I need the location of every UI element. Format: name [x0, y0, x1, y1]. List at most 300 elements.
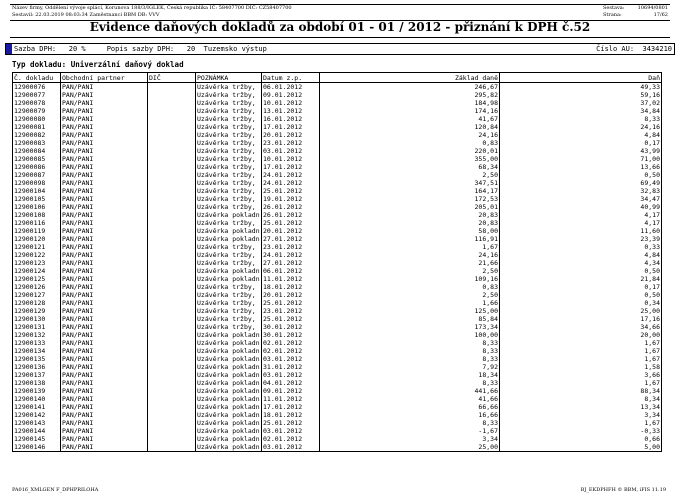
table-cell: Uzávěrka tržby, — [196, 163, 262, 171]
table-cell: 0,34 — [500, 299, 662, 307]
table-cell: Uzávěrka pokladn — [197, 211, 260, 219]
table-row — [13, 171, 662, 179]
column-header: Datum z.p. — [262, 73, 320, 83]
table-cell: 12900139 — [13, 387, 61, 395]
table-cell — [148, 219, 196, 227]
table-cell: PAN/PANI — [61, 339, 148, 347]
table-row — [13, 395, 662, 403]
vat-rate-info: Sazba DPH: 20 % Popis sazby DPH: 20 Tuzemsko výstup — [14, 45, 267, 53]
column-header: Základ daně — [320, 73, 500, 83]
section-title: Typ dokladu: Univerzální daňový doklad — [12, 60, 184, 69]
table-row — [13, 155, 662, 163]
table-cell: 12900131 — [13, 323, 61, 331]
table-cell: 120,84 — [320, 123, 500, 131]
table-row — [13, 435, 662, 443]
table-cell: PAN/PANI — [61, 355, 148, 363]
table-cell — [148, 371, 196, 379]
table-cell: 12900086 — [13, 163, 61, 171]
table-row — [13, 259, 662, 267]
page-label: Strana: — [603, 11, 622, 18]
table-cell: 69,49 — [500, 179, 662, 187]
table-cell: PAN/PANI — [61, 259, 148, 267]
table-cell: 26.01.2012 — [262, 211, 320, 219]
table-cell: 355,00 — [320, 155, 500, 163]
table-cell: 172,53 — [320, 195, 500, 203]
table-cell: Uzávěrka tržby, — [196, 323, 262, 331]
table-cell: 12900105 — [13, 195, 61, 203]
table-cell: 1,66 — [320, 299, 500, 307]
table-cell: 12900134 — [13, 347, 61, 355]
table-cell: PAN/PANI — [61, 427, 148, 435]
table-cell — [148, 347, 196, 355]
table-cell: PAN/PANI — [61, 139, 148, 147]
table-cell — [148, 299, 196, 307]
table-cell: PAN/PANI — [61, 131, 148, 139]
table-cell: 1,67 — [320, 243, 500, 251]
table-cell: 174,16 — [320, 107, 500, 115]
table-cell: 03.01.2012 — [262, 371, 320, 379]
table-row — [13, 371, 662, 379]
table-row — [13, 195, 662, 203]
table-cell — [148, 131, 196, 139]
table-cell: 8,33 — [320, 347, 500, 355]
table-cell: PAN/PANI — [61, 347, 148, 355]
table-row — [13, 243, 662, 251]
table-cell: 12900137 — [13, 371, 61, 379]
table-cell: 11.01.2012 — [262, 275, 320, 283]
table-cell: 30.01.2012 — [262, 323, 320, 331]
table-cell: 12900098 — [13, 179, 61, 187]
table-cell: PAN/PANI — [61, 195, 148, 203]
table-cell: 1,67 — [500, 355, 662, 363]
table-cell — [148, 107, 196, 115]
table-row — [13, 363, 662, 371]
table-cell: PAN/PANI — [61, 331, 148, 339]
column-header: Č. dokladu — [13, 73, 61, 83]
table-cell: 20,00 — [500, 331, 662, 339]
table-cell: 58,00 — [320, 227, 500, 235]
table-cell: 12900124 — [13, 267, 61, 275]
table-cell: 164,17 — [320, 187, 500, 195]
table-cell: 12900085 — [13, 155, 61, 163]
table-cell — [148, 315, 196, 323]
table-row — [13, 99, 662, 107]
table-cell: 8,33 — [320, 419, 500, 427]
table-cell: 09.01.2012 — [262, 387, 320, 395]
table-cell: PAN/PANI — [61, 219, 148, 227]
table-cell: PAN/PANI — [61, 267, 148, 275]
table-cell: Uzávěrka pokladn — [197, 347, 260, 355]
table-cell: -1,67 — [320, 427, 500, 435]
table-cell: Uzávěrka tržby, — [196, 171, 262, 179]
table-cell: PAN/PANI — [61, 323, 148, 331]
table-cell: PAN/PANI — [61, 291, 148, 299]
table-cell — [148, 355, 196, 363]
table-cell: Uzávěrka tržby, — [196, 155, 262, 163]
table-cell: 8,33 — [500, 115, 662, 123]
table-row — [13, 387, 662, 395]
table-cell: 13,34 — [500, 403, 662, 411]
table-cell: 27.01.2012 — [262, 235, 320, 243]
info-bar-marker — [6, 44, 12, 54]
table-cell: PAN/PANI — [61, 235, 148, 243]
table-cell: 24.01.2012 — [262, 251, 320, 259]
table-cell: Uzávěrka tržby, — [196, 187, 262, 195]
table-cell: 25,00 — [320, 443, 500, 452]
table-cell — [148, 155, 196, 163]
table-cell: 24,16 — [320, 131, 500, 139]
table-cell: Uzávěrka pokladn — [197, 379, 260, 387]
table-cell: 1,67 — [500, 419, 662, 427]
table-cell: Uzávěrka pokladn — [197, 235, 260, 243]
table-cell: Uzávěrka tržby, — [196, 147, 262, 155]
table-cell: Uzávěrka tržby, — [196, 131, 262, 139]
table-cell: 49,33 — [500, 83, 662, 92]
table-cell — [148, 235, 196, 243]
table-cell — [148, 307, 196, 315]
table-row — [13, 403, 662, 411]
table-cell: Uzávěrka pokladn — [197, 275, 260, 283]
tax-documents-table — [12, 72, 662, 452]
table-cell: 3,66 — [500, 371, 662, 379]
table-cell: 06.01.2012 — [262, 267, 320, 275]
table-cell: 02.01.2012 — [262, 347, 320, 355]
table-cell: 12900126 — [13, 283, 61, 291]
table-cell — [148, 339, 196, 347]
table-cell: 24,16 — [320, 251, 500, 259]
table-cell: 43,99 — [500, 147, 662, 155]
table-cell — [148, 99, 196, 107]
table-row — [13, 219, 662, 227]
table-cell — [148, 115, 196, 123]
table-row — [13, 411, 662, 419]
table-cell — [148, 387, 196, 395]
table-row — [13, 379, 662, 387]
table-cell — [148, 259, 196, 267]
table-row — [13, 187, 662, 195]
table-cell: Uzávěrka pokladn — [197, 403, 260, 411]
table-cell: 295,82 — [320, 91, 500, 99]
table-row — [13, 251, 662, 259]
table-cell: 4,17 — [500, 211, 662, 219]
table-cell: 0,17 — [500, 139, 662, 147]
table-cell: 30.01.2012 — [262, 331, 320, 339]
table-cell: 11,60 — [500, 227, 662, 235]
table-cell: 0,50 — [500, 171, 662, 179]
table-cell: 12900080 — [13, 115, 61, 123]
table-cell — [148, 163, 196, 171]
table-cell: 18.01.2012 — [262, 411, 320, 419]
table-cell: PAN/PANI — [61, 99, 148, 107]
table-cell: 0,83 — [320, 283, 500, 291]
table-cell: PAN/PANI — [61, 307, 148, 315]
table-cell: Uzávěrka tržby, — [196, 243, 262, 251]
table-cell: 25.01.2012 — [262, 219, 320, 227]
table-cell: 441,66 — [320, 387, 500, 395]
table-row — [13, 323, 662, 331]
table-cell: 8,33 — [320, 355, 500, 363]
table-cell: 21,66 — [320, 259, 500, 267]
table-cell: 4,17 — [500, 219, 662, 227]
table-cell: 03.01.2012 — [262, 147, 320, 155]
table-cell: 109,16 — [320, 275, 500, 283]
table-cell: PAN/PANI — [61, 107, 148, 115]
table-cell: PAN/PANI — [61, 83, 148, 92]
table-cell: 12900132 — [13, 331, 61, 339]
table-cell: 03.01.2012 — [262, 443, 320, 452]
table-cell — [148, 211, 196, 219]
table-cell: 2,50 — [320, 171, 500, 179]
table-cell: 4,84 — [500, 251, 662, 259]
table-cell: 12900078 — [13, 99, 61, 107]
table-row — [13, 315, 662, 323]
table-cell: 20,83 — [320, 219, 500, 227]
table-cell: Uzávěrka tržby, — [196, 123, 262, 131]
table-row — [13, 107, 662, 115]
table-cell: 7,92 — [320, 363, 500, 371]
table-cell — [148, 443, 196, 452]
table-cell: PAN/PANI — [61, 443, 148, 452]
table-row — [13, 227, 662, 235]
table-cell: 116,91 — [320, 235, 500, 243]
table-cell: 12900133 — [13, 339, 61, 347]
table-row — [13, 427, 662, 435]
table-cell — [148, 403, 196, 411]
table-cell — [148, 427, 196, 435]
table-cell: 12900129 — [13, 307, 61, 315]
header-report-info — [603, 5, 668, 18]
table-cell — [148, 91, 196, 99]
table-cell: Uzávěrka pokladn — [197, 395, 260, 403]
table-cell: 347,51 — [320, 179, 500, 187]
table-cell: 8,33 — [320, 379, 500, 387]
page-title: Evidence daňových dokladů za období 01 - 01 / 2012 - přiznání k DPH č.52 — [89, 20, 591, 34]
table-cell: 21,84 — [500, 275, 662, 283]
table-cell: PAN/PANI — [61, 203, 148, 211]
title-divider — [10, 37, 670, 38]
table-cell — [148, 267, 196, 275]
table-cell: 12900142 — [13, 411, 61, 419]
table-cell: Uzávěrka pokladn — [197, 355, 260, 363]
table-cell: 12900128 — [13, 299, 61, 307]
table-cell: 20.01.2012 — [262, 227, 320, 235]
table-cell: 37,02 — [500, 99, 662, 107]
table-cell: PAN/PANI — [61, 419, 148, 427]
table-cell: 12900146 — [13, 443, 61, 452]
table-cell: 0,50 — [500, 267, 662, 275]
table-cell: 02.01.2012 — [262, 339, 320, 347]
table-cell: PAN/PANI — [61, 363, 148, 371]
table-cell: 13.01.2012 — [262, 107, 320, 115]
table-cell: Uzávěrka tržby, — [196, 91, 262, 99]
table-cell: Uzávěrka tržby, — [196, 307, 262, 315]
header-author-line: Sestavil: 22.03.2019 08:03:34 Zaměstnanci BBM DB: VVV — [12, 11, 160, 18]
table-cell: PAN/PANI — [61, 275, 148, 283]
table-cell — [148, 411, 196, 419]
table-cell — [148, 187, 196, 195]
table-cell: PAN/PANI — [61, 211, 148, 219]
table-cell: 12900145 — [13, 435, 61, 443]
account-number-info: Číslo AU: 3434210 — [596, 45, 672, 53]
table-row — [13, 147, 662, 155]
table-cell: 173,34 — [320, 323, 500, 331]
table-cell: PAN/PANI — [61, 115, 148, 123]
table-cell — [148, 203, 196, 211]
table-cell: Uzávěrka tržby, — [196, 107, 262, 115]
table-cell: 8,34 — [500, 395, 662, 403]
table-cell: 16.01.2012 — [262, 115, 320, 123]
table-cell — [148, 435, 196, 443]
header-company-info — [12, 5, 292, 18]
table-row — [13, 235, 662, 243]
table-cell: 0,66 — [500, 435, 662, 443]
table-cell: 26.01.2012 — [262, 203, 320, 211]
table-cell: 23.01.2012 — [262, 307, 320, 315]
table-cell: 246,67 — [320, 83, 500, 92]
table-cell: 23,39 — [500, 235, 662, 243]
table-cell: 1,67 — [500, 347, 662, 355]
table-row — [13, 179, 662, 187]
table-cell: 13,66 — [500, 163, 662, 171]
table-cell: 100,00 — [320, 331, 500, 339]
table-cell: 17.01.2012 — [262, 123, 320, 131]
table-cell: PAN/PANI — [61, 299, 148, 307]
table-cell: PAN/PANI — [61, 179, 148, 187]
footer-right: BJ_EKDPHFH © BBM, iFIS 11.19 — [580, 487, 666, 493]
table-cell: PAN/PANI — [61, 187, 148, 195]
table-cell: 12900081 — [13, 123, 61, 131]
table-cell: 31.01.2012 — [262, 363, 320, 371]
column-header: Obchodní partner — [61, 73, 148, 83]
column-header: Daň — [500, 73, 662, 83]
vat-info-bar — [5, 43, 675, 55]
table-cell: 3,34 — [320, 435, 500, 443]
table-cell: 4,34 — [500, 259, 662, 267]
table-cell: PAN/PANI — [61, 371, 148, 379]
table-cell: 0,33 — [500, 243, 662, 251]
table-cell: PAN/PANI — [61, 123, 148, 131]
table-cell: 12900108 — [13, 211, 61, 219]
table-cell: 12900123 — [13, 259, 61, 267]
table-cell: 12900087 — [13, 171, 61, 179]
table-cell: 12900084 — [13, 147, 61, 155]
table-cell: Uzávěrka pokladn — [197, 387, 260, 395]
table-cell: 12900127 — [13, 291, 61, 299]
table-cell: Uzávěrka pokladn — [197, 331, 260, 339]
table-cell: Uzávěrka pokladn — [197, 363, 260, 371]
table-row — [13, 123, 662, 131]
table-cell: 09.01.2012 — [262, 91, 320, 99]
table-cell: PAN/PANI — [61, 403, 148, 411]
table-cell: 32,83 — [500, 187, 662, 195]
table-row — [13, 331, 662, 339]
table-cell — [148, 283, 196, 291]
table-cell: 41,66 — [320, 395, 500, 403]
table-cell: PAN/PANI — [61, 155, 148, 163]
table-cell — [148, 83, 196, 92]
table-cell: PAN/PANI — [61, 147, 148, 155]
table-cell: 12900138 — [13, 379, 61, 387]
table-cell — [148, 227, 196, 235]
table-cell: 0,50 — [500, 291, 662, 299]
table-cell: 4,84 — [500, 131, 662, 139]
table-cell: 66,66 — [320, 403, 500, 411]
table-cell: 24.01.2012 — [262, 179, 320, 187]
table-cell: 12900144 — [13, 427, 61, 435]
table-row — [13, 307, 662, 315]
table-cell: Uzávěrka pokladn — [197, 371, 260, 379]
table-cell — [148, 379, 196, 387]
table-cell: PAN/PANI — [61, 251, 148, 259]
table-cell: Uzávěrka tržby, — [196, 179, 262, 187]
table-row — [13, 211, 662, 219]
table-cell: Uzávěrka tržby, — [196, 251, 262, 259]
table-cell: 34,84 — [500, 107, 662, 115]
table-cell: 85,84 — [320, 315, 500, 323]
table-cell: PAN/PANI — [61, 283, 148, 291]
table-cell: 12900116 — [13, 219, 61, 227]
table-row — [13, 299, 662, 307]
table-cell: 184,98 — [320, 99, 500, 107]
table-row — [13, 163, 662, 171]
table-cell: 25.01.2012 — [262, 315, 320, 323]
table-cell: 2,50 — [320, 267, 500, 275]
report-number: 10694/0801 — [637, 5, 668, 11]
table-cell: 03.01.2012 — [262, 427, 320, 435]
table-cell: PAN/PANI — [61, 387, 148, 395]
table-cell: 18.01.2012 — [262, 283, 320, 291]
table-cell: Uzávěrka pokladn — [197, 443, 260, 451]
table-cell: 10.01.2012 — [262, 155, 320, 163]
table-row — [13, 355, 662, 363]
table-cell — [148, 251, 196, 259]
table-cell: PAN/PANI — [61, 395, 148, 403]
table-cell: Uzávěrka tržby, — [196, 115, 262, 123]
table-cell: 12900082 — [13, 131, 61, 139]
table-cell: 18,34 — [320, 371, 500, 379]
table-cell — [148, 139, 196, 147]
table-cell: 71,00 — [500, 155, 662, 163]
table-cell: 88,34 — [500, 387, 662, 395]
table-cell: PAN/PANI — [61, 315, 148, 323]
table-cell: 12900077 — [13, 91, 61, 99]
table-cell — [148, 291, 196, 299]
table-header-row — [13, 73, 662, 83]
table-cell: Uzávěrka tržby, — [196, 299, 262, 307]
table-cell: PAN/PANI — [61, 411, 148, 419]
table-cell: 10.01.2012 — [262, 99, 320, 107]
table-cell: 12900130 — [13, 315, 61, 323]
table-cell: PAN/PANI — [61, 163, 148, 171]
table-cell: 12900141 — [13, 403, 61, 411]
table-cell: 16,66 — [320, 411, 500, 419]
table-cell: PAN/PANI — [61, 91, 148, 99]
table-cell: 23.01.2012 — [262, 139, 320, 147]
table-cell: Uzávěrka tržby, — [196, 99, 262, 107]
table-cell: 1,67 — [500, 339, 662, 347]
table-cell: PAN/PANI — [61, 227, 148, 235]
table-cell: 12900121 — [13, 243, 61, 251]
table-cell: PAN/PANI — [61, 171, 148, 179]
table-cell: 5,00 — [500, 443, 662, 452]
table-cell — [148, 195, 196, 203]
table-cell: 34,66 — [500, 323, 662, 331]
table-cell — [148, 123, 196, 131]
table-cell: 12900120 — [13, 235, 61, 243]
page-number: 17/62 — [653, 11, 668, 18]
table-cell: 17.01.2012 — [262, 403, 320, 411]
table-cell — [148, 419, 196, 427]
